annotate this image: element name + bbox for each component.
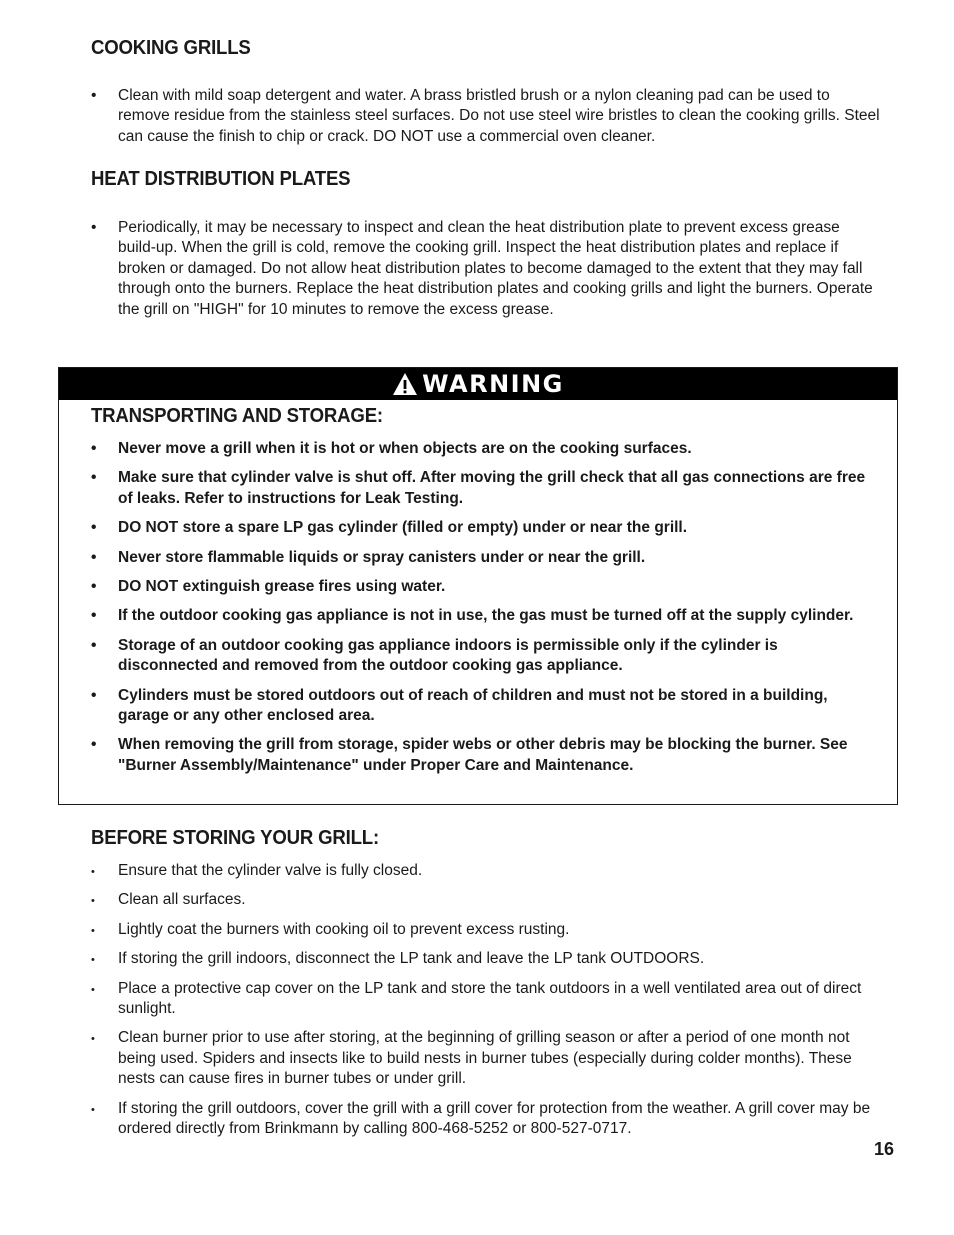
list-item: • If storing the grill indoors, disconnect the LP tank and leave the LP tank OUTDOORS. (91, 950, 705, 968)
heat-plates-list (91, 218, 881, 320)
list-item: • Ensure that the cylinder valve is fully closed. (91, 862, 423, 879)
transport-storage-heading: TRANSPORTING AND STORAGE: (91, 405, 383, 427)
list-item: • Periodically, it may be necessary to inspect and clean the heat distribution plate to prevent excess grease build-up. When the grill is cold, remove the cooking grill. Inspect the heat distribution plates and replace if broken or damaged. Do not allow heat distribution plates to become damaged to the extent that they may fall through onto the burners. Replace the heat distribution plates and cooking grills and light the burners. Operate the grill on "HIGH" for 10 minutes to remove the excess grease. (91, 219, 873, 318)
warning-triangle-icon (392, 372, 418, 396)
list-item: • Clean burner prior to use after storing, at the beginning of grilling season or after a period of one month not being used. Spiders and insects like to build nests in burner tubes (especially during colder months). These nests can cause fires in burner tubes or under grill. (91, 1029, 852, 1088)
warning-title: WARNING (422, 370, 564, 398)
cooking-grills-heading: COOKING GRILLS (91, 37, 251, 59)
list-item: • Never store flammable liquids or spray canisters under or near the grill. (91, 548, 646, 566)
warning-list (91, 439, 871, 776)
list-item: • If the outdoor cooking gas appliance is not in use, the gas must be turned off at the supply cylinder. (91, 607, 854, 625)
list-item: • Storage of an outdoor cooking gas appliance indoors is permissible only if the cylinder is disconnected and removed from the outdoor cooking gas appliance. (91, 636, 778, 675)
heat-plates-heading: HEAT DISTRIBUTION PLATES (91, 168, 351, 190)
before-storing-heading: BEFORE STORING YOUR GRILL: (91, 827, 379, 849)
cooking-grills-list (91, 86, 881, 147)
list-item: • Place a protective cap cover on the LP tank and store the tank outdoors in a well ventilated area out of direct sunlight. (91, 979, 862, 1018)
before-storing-list (91, 861, 876, 1139)
warning-banner (59, 368, 897, 400)
list-item: • Cylinders must be stored outdoors out of reach of children and must not be stored in a building, garage or any other enclosed area. (91, 686, 828, 725)
list-item: • When removing the grill from storage, spider webs or other debris may be blocking the burner. See "Burner Assembly/Maintenance" under Proper Care and Maintenance. (91, 736, 848, 774)
list-item: • Make sure that cylinder valve is shut off. After moving the grill check that all gas connections are free of leaks. Refer to instructions for Leak Testing. (91, 469, 866, 507)
list-item: • Never move a grill when it is hot or when objects are on the cooking surfaces. (91, 440, 692, 457)
list-item: • Clean with mild soap detergent and water. A brass bristled brush or a nylon cleaning pad can be used to remove residue from the stainless steel surfaces. Do not use steel wire bristles to clean the cooking grills. Steel can cause the finish to chip or crack. DO NOT use a commercial oven cleaner. (91, 87, 880, 145)
list-item: • DO NOT extinguish grease fires using water. (91, 578, 446, 596)
list-item: • Lightly coat the burners with cooking oil to prevent excess rusting. (91, 920, 570, 938)
list-item: • If storing the grill outdoors, cover the grill with a grill cover for protection from the weather. A grill cover may be ordered directly from Brinkmann by calling 800-468-5252 or 800-527-0717. (91, 1099, 871, 1138)
list-item: • DO NOT store a spare LP gas cylinder (filled or empty) under or near the grill. (91, 519, 688, 537)
page-number: 16 (874, 1139, 895, 1159)
list-item: • Clean all surfaces. (91, 891, 246, 909)
